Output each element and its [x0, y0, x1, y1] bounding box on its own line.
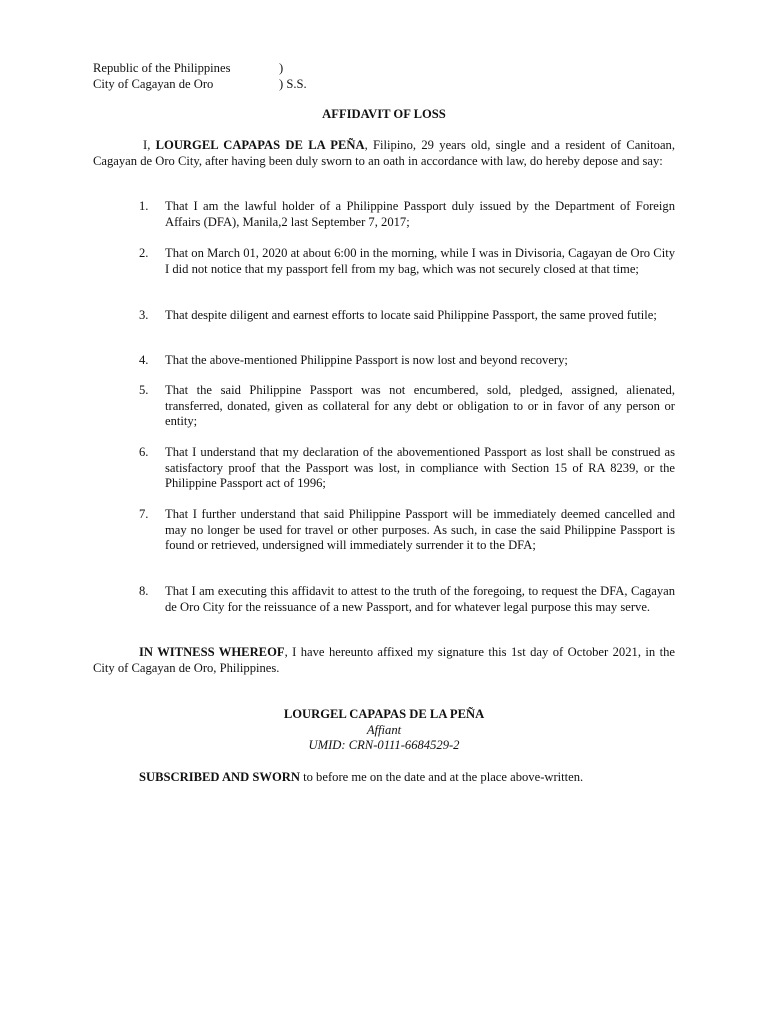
witness-text: , I have hereunto affixed my signature this 1st day of October 2021, in the City of Cagayan de Oro, Philippines.	[93, 645, 675, 675]
witness-lead: IN WITNESS WHEREOF	[139, 645, 285, 659]
statement-number: 2.	[139, 246, 149, 260]
jurat-lead: SUBSCRIBED AND SWORN	[139, 770, 300, 784]
statement-item	[139, 353, 675, 369]
venue-row-city	[93, 77, 307, 93]
venue-city-mark: ) S.S.	[279, 77, 307, 91]
venue-block	[93, 61, 307, 93]
statement-text: That I am executing this affidavit to attest to the truth of the foregoing, to request the DFA, Cagayan de Oro City for the reissuance of a new Passport, and for whatever legal purpose this may serve.	[165, 584, 675, 614]
venue-republic-mark: )	[279, 61, 284, 75]
statement-text: That I am the lawful holder of a Philippine Passport duly issued by the Department of Foreign Affairs (DFA), Manila,2 last September 7, 2017;	[165, 199, 675, 229]
jurat-paragraph	[93, 770, 675, 786]
statement-item	[139, 445, 675, 492]
affiant-name-intro: LOURGEL CAPAPAS DE LA PEÑA	[155, 138, 365, 152]
statement-item	[139, 246, 675, 277]
statement-text: That despite diligent and earnest efforts to locate said Philippine Passport, the same proved futile;	[165, 308, 657, 322]
statement-number: 8.	[139, 584, 149, 598]
statement-number: 5.	[139, 383, 149, 397]
statement-number: 1.	[139, 199, 149, 213]
statement-number: 3.	[139, 308, 149, 322]
witness-paragraph	[93, 645, 675, 676]
statement-text: That the above-mentioned Philippine Passport is now lost and beyond recovery;	[165, 353, 568, 367]
statement-number: 6.	[139, 445, 149, 459]
statement-number: 7.	[139, 507, 149, 521]
statement-item	[139, 383, 675, 430]
statement-text: That I further understand that said Philippine Passport will be immediately deemed cancelled and may no longer be used for travel or other purposes. As such, in case the said Philippine Passport is found or retrieved, undersigned will immediately surrender it to the DFA;	[165, 507, 675, 553]
statement-text: That on March 01, 2020 at about 6:00 in the morning, while I was in Divisoria, Cagayan de Oro City I did not notice that my passport fell from my bag, which was not securely closed at that time;	[165, 246, 675, 276]
intro-text: , Filipino, 29 years old, single and a resident of Canitoan, Cagayan de Oro City, after having been duly sworn to an oath in accordance with law, do hereby depose and say:	[93, 138, 675, 168]
statement-item	[139, 507, 675, 554]
venue-row-republic	[93, 61, 307, 77]
intro-prefix: I,	[143, 138, 156, 152]
jurat-text: to before me on the date and at the place above-written.	[299, 770, 584, 784]
affiant-umid: UMID: CRN-0111-6684529-2	[308, 738, 460, 753]
statement-text: That the said Philippine Passport was not encumbered, sold, pledged, assigned, alienated, transferred, donated, given as collateral for any debt or obligation to or in favor of any person or entity;	[165, 383, 675, 429]
affiant-role: Affiant	[366, 722, 402, 737]
document-title: AFFIDAVIT OF LOSS	[322, 107, 446, 121]
intro-paragraph	[93, 138, 675, 169]
statement-item	[139, 308, 675, 324]
venue-city: City of Cagayan de Oro	[93, 77, 214, 91]
statement-text: That I understand that my declaration of the abovementioned Passport as lost shall be construed as satisfactory proof that the Passport was lost, in compliance with Section 15 of RA 8239, or the Philippine Passport act of 1996;	[165, 445, 675, 491]
venue-republic: Republic of the Philippines	[93, 61, 231, 75]
statement-item	[139, 199, 675, 230]
statement-number: 4.	[139, 353, 149, 367]
affiant-name: LOURGEL CAPAPAS DE LA PEÑA	[283, 707, 485, 721]
signature-block	[0, 707, 768, 754]
statement-item	[139, 584, 675, 615]
